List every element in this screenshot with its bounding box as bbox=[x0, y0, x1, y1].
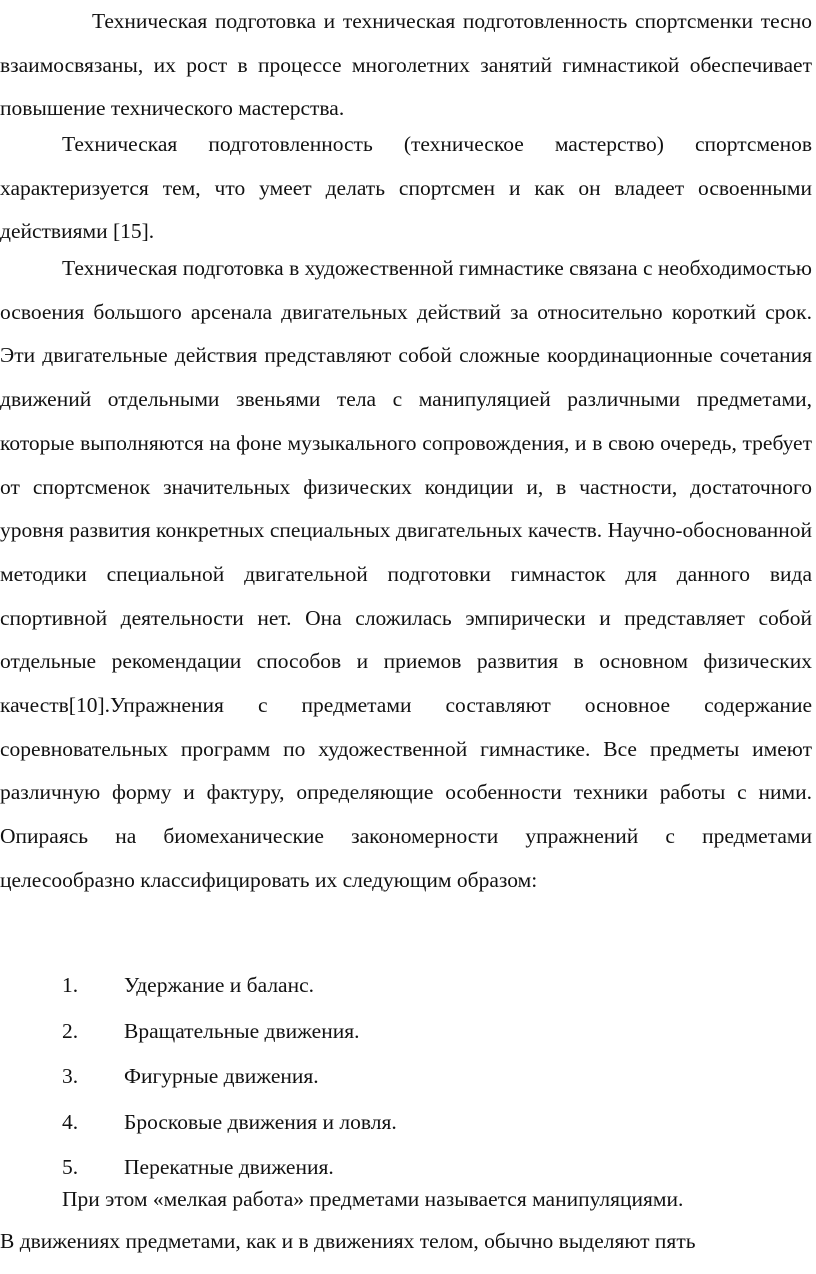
paragraph-3: Техническая подготовка в художественной гимнастике связана с необходимостью освоения большого арсенала двигательных действий за относительно короткий срок. Эти двигательные действия представляют собой сложные координационные сочетания движений отдельными звеньями тела с манипуляцией различными предметами, которые выполняются на фоне музыкального сопровождения, и в свою очередь, требует от спортсменок значительных физических кондиции и, в частности, достаточного уровня развития конкретных специальных двигательных качеств. Научно-обоснованной методики специальной двигательной подготовки гимнасток для данного вида спортивной деятельности нет. Она сложилась эмпирически и представляет собой отдельные рекомендации способов и приемов развития в основном физических качеств[10].Упражнения с предметами составляют основное содержание соревновательных программ по художественной гимнастике. Все предметы имеют различную форму и фактуру, определяющие особенности техники работы с ними. Опираясь на биомеханические закономерности упражнений с предметами целесообразно классифицировать их следующим образом: bbox=[0, 256, 812, 892]
list-item-text: Удержание и баланс. bbox=[124, 973, 315, 997]
closing-paragraph: При этом «мелкая работа» предметами называется манипуляциями. bbox=[62, 1187, 684, 1211]
list-item-text: Вращательные движения. bbox=[124, 1018, 360, 1043]
list-item-number: 5. bbox=[62, 1155, 79, 1179]
list-item-number: 1. bbox=[62, 973, 79, 997]
list-item-text: Бросковые движения и ловля. bbox=[124, 1109, 397, 1134]
list-item-number: 4. bbox=[62, 1109, 79, 1134]
final-line: В движениях предметами, как и в движениях телом, обычно выделяют пять bbox=[0, 1229, 696, 1253]
list-item-number: 3. bbox=[62, 1064, 79, 1088]
paragraph-1: Техническая подготовка и техническая подготовленность спортсменки тесно взаимосвязаны, их рост в процессе многолетних занятий гимнастикой обеспечивает повышение технического мастерства. bbox=[0, 9, 812, 121]
list-item-number: 2. bbox=[62, 1018, 79, 1043]
list-item-text: Перекатные движения. bbox=[124, 1155, 334, 1179]
list-item-text: Фигурные движения. bbox=[124, 1064, 319, 1088]
paragraph-2: Техническая подготовленность (техническое мастерство) спортсменов характеризуется тем, что умеет делать спортсмен и как он владеет освоенными действиями [15]. bbox=[0, 132, 812, 244]
